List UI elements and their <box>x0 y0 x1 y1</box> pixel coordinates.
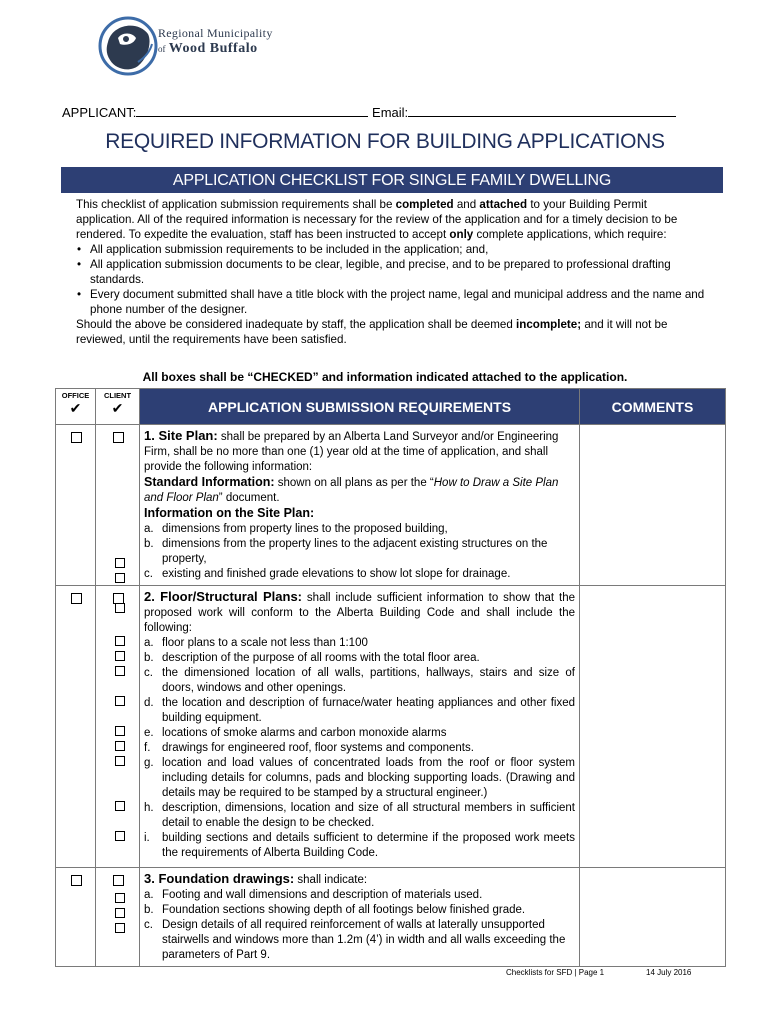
list-item: • Every document submitted shall have a title block with the project name, legal and municipal address and the name and phone number of the designer. <box>90 287 708 317</box>
client-checkbox[interactable] <box>115 696 125 706</box>
logo-line2: of Wood Buffalo <box>158 41 258 56</box>
client-checkbox[interactable] <box>115 908 125 918</box>
comments-cell[interactable] <box>580 586 726 868</box>
municipality-logo <box>98 12 298 80</box>
comments-cell[interactable] <box>580 425 726 586</box>
footer-date: 14 July 2016 <box>646 968 692 977</box>
client-checks-foundation <box>96 868 140 967</box>
list-item: • All application submission documents to be clear, legible, and precise, and to be prepared to professional drafting standards. <box>90 257 708 287</box>
client-checkbox[interactable] <box>115 801 125 811</box>
list-item: a. Footing and wall dimensions and description of materials used. <box>144 889 483 901</box>
client-checkbox[interactable] <box>113 593 124 604</box>
floor-plans-requirements: 2. Floor/Structural Plans: shall include sufficient information to show that the proposed work will conform to the Alberta Building Code and shall include the following: a. floor plans to a scale not less than 1:100 b. description of the purpose of all rooms with the total floor area. c. the dimensioned location of all walls, partitions, hallways, stairs and size of doors, windows and other openings. d. the location and description of furnace/water heating appliances and other fixed building equipment. e. locations of smoke alarms and carbon monoxide alarms f. drawings for engineered roof, floor systems and components. g. location and load values of concentrated loads from the roof or floor system including details for columns, pads and blocking supporting loads. (Drawing and details may be required to be stamped by a structural engineer.) h. description, dimensions, location and size of all structural members in sufficient detail to enable the design to be checked. i. building sections and details sufficient to determine if the proposed work meets the requirements of Alberta Building Code. <box>140 586 580 868</box>
client-checkbox[interactable] <box>115 756 125 766</box>
client-checkbox[interactable] <box>115 831 125 841</box>
client-checkbox[interactable] <box>115 726 125 736</box>
table-row <box>56 586 726 868</box>
client-checkbox[interactable] <box>115 651 125 661</box>
client-checks-floor-plans <box>96 586 140 868</box>
list-item: f. drawings for engineered roof, floor systems and components. <box>144 742 474 754</box>
list-item: b. dimensions from the property lines to the adjacent existing structures on the property, <box>144 538 548 565</box>
list-item: c. the dimensioned location of all walls, partitions, hallways, stairs and size of doors, windows and other openings. <box>144 667 575 694</box>
office-checks-site-plan <box>56 425 96 586</box>
footer-page: Checklists for SFD | Page 1 <box>506 968 605 977</box>
client-checkbox[interactable] <box>115 741 125 751</box>
office-checkbox[interactable] <box>71 593 82 604</box>
bison-emblem-icon <box>98 12 158 80</box>
client-checkbox[interactable] <box>115 636 125 646</box>
table-header-row <box>56 389 726 425</box>
table-row <box>56 425 726 586</box>
list-item: i. building sections and details sufficient to determine if the proposed work meets the requirements of Alberta Building Code. <box>144 832 575 859</box>
list-item: d. the location and description of furnace/water heating appliances and other fixed building equipment. <box>144 697 575 724</box>
list-item: a. dimensions from property lines to the proposed building, <box>144 523 448 535</box>
client-checkbox[interactable] <box>115 893 125 903</box>
list-item: b. description of the purpose of all rooms with the total floor area. <box>144 652 480 664</box>
email-field[interactable] <box>408 104 676 117</box>
client-checkbox[interactable] <box>115 666 125 676</box>
comments-cell[interactable] <box>580 868 726 967</box>
client-header: CLIENT ✔ <box>96 389 140 425</box>
client-checkbox[interactable] <box>115 573 125 583</box>
client-checks-site-plan <box>96 425 140 586</box>
list-item: b. Foundation sections showing depth of all footings below finished grade. <box>144 904 526 916</box>
site-plan-requirements: 1. Site Plan: shall be prepared by an Alberta Land Surveyor and/or Engineering Firm, shall be no more than one (1) year old at the time of application, and shall provide the following information: Standard Information: shown on all plans as per the “How to Draw a Site Plan and Floor Plan” document. Information on the Site Plan: a. dimensions from property lines to the proposed building, b. dimensions from the property lines to the adjacent existing structures on the property, c. existing and finished grade elevations to show lot slope for drainage. <box>140 425 580 586</box>
office-checks-floor-plans <box>56 586 96 868</box>
table-row <box>56 868 726 967</box>
office-checkbox[interactable] <box>71 432 82 443</box>
checklist-banner: APPLICATION CHECKLIST FOR SINGLE FAMILY DWELLING <box>61 167 723 193</box>
list-item: c. existing and finished grade elevations to show lot slope for drainage. <box>144 568 511 580</box>
logo-line1: Regional Municipality <box>158 26 273 40</box>
requirements-bullets <box>76 242 708 317</box>
intro-text: This checklist of application submission requirements shall be completed and attached to your Building Permit application. All of the required information is necessary for the review of the application and for a timely decision to be rendered. To expedite the evaluation, staff has been instructed to accept only complete applications, which require: • All application submission requirements to be included in the application; and, • All application submission documents to be clear, legible, and precise, and to be prepared to professional drafting standards. • Every document submitted shall have a title block with the project name, legal and municipal address and the name and phone number of the designer. Should the above be considered inadequate by staff, the application shall be deemed incomplete; and it will not be reviewed, until the requirements have been satisfied. <box>76 197 708 347</box>
client-checkbox[interactable] <box>113 875 124 886</box>
list-item: c. Design details of all required reinforcement of walls at laterally unsupported stairwells and windows more than 1.2m (4’) in width and all walls exceeding the parameters of Part 9. <box>144 919 566 961</box>
email-label: Email: <box>372 105 409 120</box>
comments-header: COMMENTS <box>580 389 726 425</box>
client-checkbox[interactable] <box>115 923 125 933</box>
applicant-field[interactable] <box>136 104 368 117</box>
office-header: OFFICE ✔ <box>56 389 96 425</box>
requirements-header: APPLICATION SUBMISSION REQUIREMENTS <box>140 389 580 425</box>
all-boxes-note: All boxes shall be “CHECKED” and information indicated attached to the application. <box>142 370 628 384</box>
applicant-line <box>62 104 676 120</box>
list-item: e. locations of smoke alarms and carbon monoxide alarms <box>144 727 447 739</box>
applicant-label: APPLICANT: <box>62 105 137 120</box>
checklist-table <box>55 388 726 967</box>
client-checkbox[interactable] <box>113 432 124 443</box>
list-item: a. floor plans to a scale not less than 1:100 <box>144 637 368 649</box>
checkmark-icon: ✔ <box>111 400 124 416</box>
office-checks-foundation <box>56 868 96 967</box>
list-item: g. location and load values of concentrated loads from the roof or floor system including details for columns, pads and blocking supporting loads. (Drawing and details may be required to be stamped by a structural engineer.) <box>144 757 575 799</box>
office-checkbox[interactable] <box>71 875 82 886</box>
client-checkbox[interactable] <box>115 558 125 568</box>
checkmark-icon: ✔ <box>69 400 82 416</box>
foundation-requirements: 3. Foundation drawings: shall indicate: a. Footing and wall dimensions and description of materials used. b. Foundation sections showing depth of all footings below finished grade. c. Design details of all required reinforcement of walls at laterally unsupported stairwells and windows more than 1.2m (4’) in width and all walls exceeding the parameters of Part 9. <box>140 868 580 967</box>
list-item: h. description, dimensions, location and size of all structural members in sufficient detail to enable the design to be checked. <box>144 802 575 829</box>
list-item: • All application submission requirements to be included in the application; and, <box>90 242 708 257</box>
page-title: REQUIRED INFORMATION FOR BUILDING APPLICATIONS <box>105 130 665 153</box>
